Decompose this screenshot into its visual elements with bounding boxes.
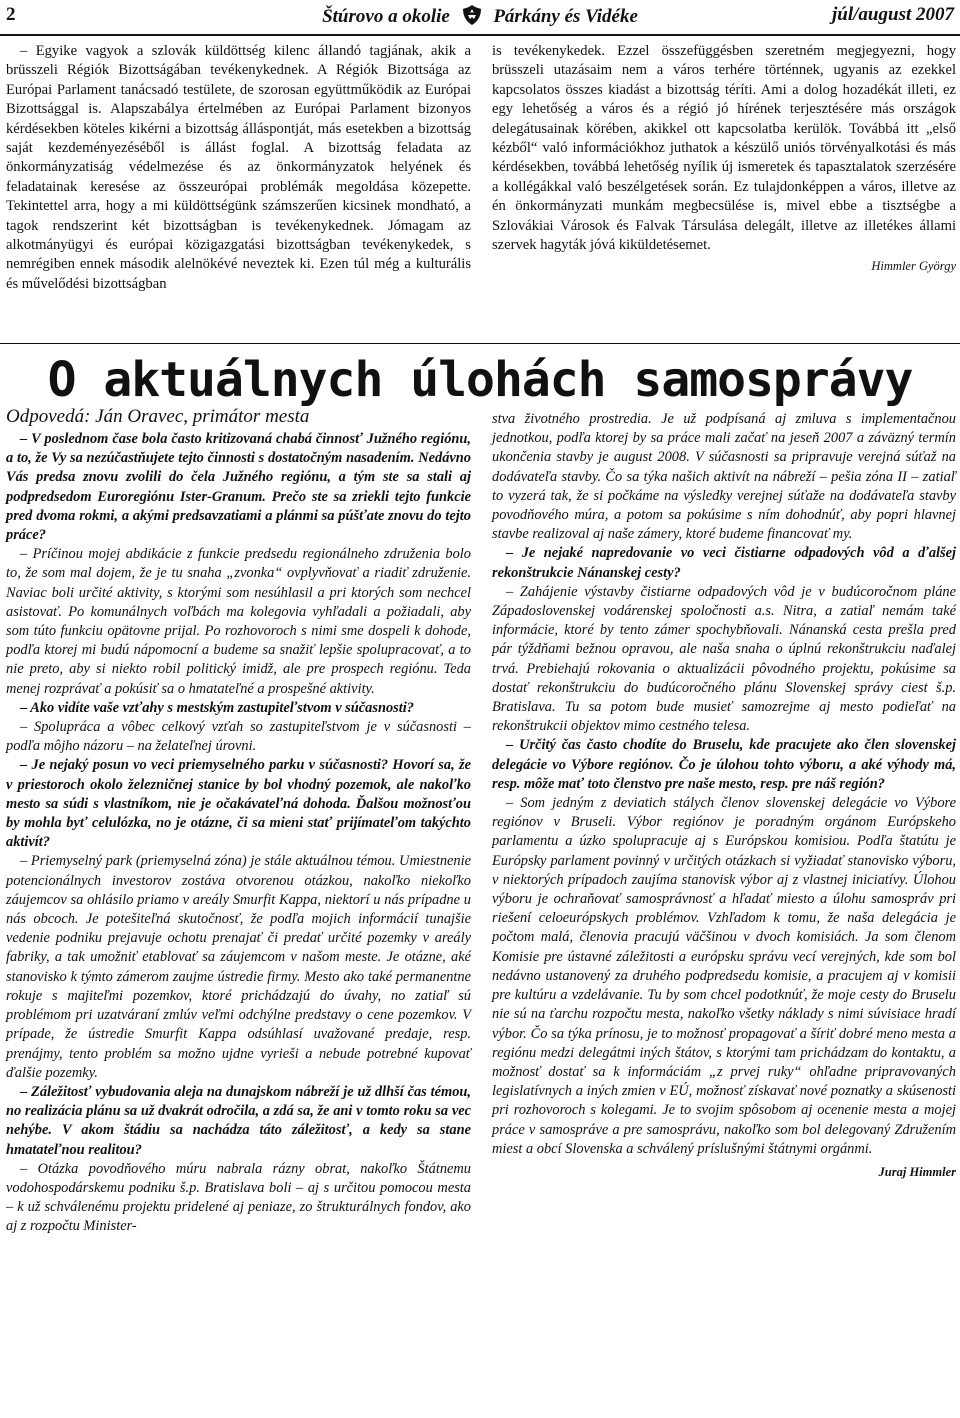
- article-byline: Odpovedá: Ján Oravec, primátor mesta: [6, 406, 310, 427]
- article-column-left: [6, 406, 471, 1237]
- article-left-blocks: [6, 430, 471, 1237]
- interview-question: – V poslednom čase bola často kritizovaná chabá činnosť Južného regiónu, a to, že Vy sa nezúčastňujete tejto činnosti s dostatočným nasadením. Nedávno Vás predsa znovu zvolili do čela Južného regiónu, a tým ste sa stali aj podpredsedom Euroregiónu Ister-Granum. Prečo ste sa zriekli tejto funkcie pred dvoma rokmi, a akými predsavzatiami a plánmi sa púšťate znovu do tejto práce?: [6, 431, 471, 544]
- interview-answer: – Som jedným z deviatich stálych členov slovenskej delegácie vo Výbore regiónov v Bruseli. Výbor regiónov je poradným orgánom Európskeho parlamentu a úzko spolupracuje aj s Európskou komisiou. Podľa štatútu je Európsky parlament povinný v určitých otázkach si vyžiadať stanovisko výboru, v niektorých prípadoch zaujíma stanovisk výbor aj z vlastnej iniciatívy. Úlohou výboru je ochraňovať samosprávnosť a hľadať miesto a úlohu samospráv pri riešení celoeurópskych problémov. Vzhľadom k tomu, že naša delegácia je počtom malá, členovia pracujú väčšinou v dvoch komisiách. Ja som členom Komisie pre ústavné záležitosti a európsku správu vecí verejných, kde som bol nedávno ustanovený za druhého podpredsedu komisie, a pracujem aj v komisii pre kultúru a vzdelávanie. Tu by som chcel podotknúť, že moje cesty do Bruselu nie sú na ťarchu rozpočtu mesta, nakoľko všetky náklady s nimi súvisiace hradí výbor. Čo sa týka prínosu, je to možnosť propagovať a šíriť dobré meno mesta a regiónu medzi delegátmi iných štátov, s ktorými tam prichádzam do kontaktu, a možnosť dostať sa k informáciám „z prvej ruky“ ohľadne pripravovaných legislatívnych a iných zmien v EÚ, možnosť získavať nové poznatky a skúsenosti pri rozhovoroch s kolegami. Je to svojim spôsobom aj ocenenie mesta a mojej práce v samospráve a pre samosprávu, nakoľko som bol delegovaný Združením miest a obcí Slovenska a schválený príslušnými štátnymi orgánmi.: [492, 795, 956, 1157]
- issue-date: júl/august 2007: [832, 4, 954, 25]
- hungarian-column-right: [492, 42, 956, 277]
- page-number: 2: [6, 4, 16, 25]
- hungarian-author-signature: Himmler György: [871, 259, 956, 274]
- interview-answer: – Priemyselný park (priemyselná zóna) je stále aktuálnou témou. Umiestnenie potencionálnych investorov zostáva otvorenou otázkou, nakoľko niekoľko záujemcov sa ohlásilo priamo v areály Smurfit Kappa, niektorí u nás prípadne u nás obcoch. Je potešiteľná skutočnosť, že podľa mojich informácií tunajšie vedenie podniku prejavuje ochotu prenajať či predať určité pozemky v areály fabriky, a tak umožniť etablovať sa záujemcom v našom meste. Je otázne, aké stanovisko k týmto zámerom zaujme ústredie firmy. Mesto ako také permanentne rokuje s majiteľmi pozemkov, ktoré prichádzajú do úvahy, no zatiaľ sú problémom pri uzatváraní zmlúv veľmi odchýlne predstavy o cene pozemkov. V prípade, že ústredie Smurfit Kappa odsúhlasí uvažované predaje, resp. prenájmy, tento problém sa možno ujdne vyrieši a nebude potrebné kupovať ďalšie pozemky.: [6, 853, 471, 1081]
- interview-answer: – Otázka povodňového múru nabrala rázny obrat, nakoľko Štátnemu vodohospodárskemu podniku š.p. Bratislava boli – aj s určitou pomocou mesta – k už schválenému projektu pridelené aj peniaze, zo štrukturálnych fondov, ako aj z rozpočtu Minister-: [6, 1160, 471, 1235]
- hungarian-paragraph: – Egyike vagyok a szlovák küldöttség kilenc állandó tagjának, akik a brüsszeli Régiók Bizottságában tevékenykednek. A Régiók Bizottsága az Európai Parlament tanácsadó testülete, de szorosan együttműködik az Európai Bizottsággal is. Alapszabálya értelmében az Európai Parlament bizonyos kérdésekben köteles kikérni a bizottság álláspontját, más esetekben a bizottság saját kezdeményezéséből is állást foglal. A bizottság feladata az önkormányzatiság védelmezése és az önkormányzatok helyének és feladatainak keresése az összeurópai problémák megoldása közepette. Tekintettel arra, hogy a mi küldöttségünk számszerűen kicsinek mondható, a tagok rendszerint két bizottságban is tevékenykednek. Jómagam az alkotmányügyi és európai közigazgatási bizottságban tevékenykedek, s nemrégiben ennek második alelnökévé neveztek ki. Ezen túl még a kulturális és művelődési bizottságban: [6, 43, 471, 292]
- publication-title: [0, 4, 960, 28]
- article-column-right: [492, 410, 956, 1182]
- hungarian-column-left: [6, 42, 471, 294]
- interview-question: – Záležitosť vybudovania aleja na dunajskom nábreží je už dlhší čas témou, no realizácia plánu sa už dvakrát odročila, a zdá sa, že ani v tomto roku sa vec nehýbe. V akom štádiu sa nachádza táto záležitosť, a kedy sa stane hmatateľnou realitou?: [6, 1083, 471, 1158]
- hungarian-paragraph-continued: is tevékenykedek. Ezzel összefüggésben szeretném megjegyezni, hogy brüsszeli utazásaim nem a város terhére történnek, ugyanis az ezekkel kapcsolatos összes kiadást a bizottság téríti. Ami a dolog hozadékát illeti, ez egy lehetőség a város és a régió jó hírének terjesztésére más országok delegátusainak körében, akikkel ott kapcsolatba kerülök. Továbbá itt „első kézből“ való információkhoz juthatok a készülő uniós törvényalkotási és más kérdésekben, továbbá lehetőség nyílik új ismeretek és tapasztalatok szerzésére a kollégákkal való beszélgetések során. Ez tulajdonképpen a város, illetve az én önkormányzati munkám megbecsülése is, mivel ebbe a tisztségbe a Szlovákiai Városok és Falvak Társulása delegált, illetve az illetékes állami szervek hagyták jóvá kiküldetésemet.: [492, 43, 956, 254]
- section-divider: [0, 343, 960, 344]
- page-header: [0, 0, 960, 34]
- publication-name-alt: Párkány és Vidéke: [493, 6, 638, 27]
- interview-question: – Je nejaké napredovanie vo veci čistiarne odpadových vôd a ďalšej rekonštrukcie Nánanskej cesty?: [492, 545, 956, 581]
- interview-question: – Ako vidíte vaše vzťahy s mestským zastupiteľstvom v súčasnosti?: [20, 699, 414, 716]
- interview-answer: – Zahájenie výstavby čistiarne odpadových vôd je v budúcoročnom pláne Západoslovenskej vodárenskej spoločnosti a.s. Nitra, a zatiaľ nemám také informácie, ktoré by tento zámer spochybňovali. Nánanská cesta prešla pred pár týždňami bežnou opravou, ale naša snaha o úplnú rekonštrukciu naďalej trvá. Prebiehajú rokovania o aktualizácii pôvodného projektu, pokúsime sa dostať rekonštrukciu do budúcoročného plánu Slovenskej správy ciest š.p. Bratislava. Tu sa potom bude musieť samozrejme aj mesto podieľať na rekonštrukcii objektov mimo cestného telesa.: [492, 583, 956, 735]
- town-crest-icon: [461, 4, 483, 26]
- interview-answer: – Spolupráca a vôbec celkový vzťah so zastupiteľstvom je v súčasnosti – podľa môjho názoru – na želateľnej úrovni.: [6, 719, 471, 755]
- interview-answer: – Príčinou mojej abdikácie z funkcie predsedu regionálneho združenia bolo to, že som mal dojem, že je tu snaha „zvonka“ ovplyvňovať a riadiť združenie. Naviac boli určité aktivity, s ktorými som nesúhlasil a pri ktorých som nechcel asistovať. Po komunálnych voľbách ma kolegovia vyhľadali a požiadali, aby som túto funkciu opätovne prijal. Po rozhovoroch s nimi sme dospeli k dohode, podľa ktorej mi budú nápomocní a budeme sa snažiť lepšie spolupracovať, a to nie preto, aby si niekto robil politický imidž, ale pre prospech regiónu. Teda menej rozprávať a pokúsiť sa o hmatateľné a prospešné aktivity.: [6, 546, 471, 697]
- interview-answer: stva životného prostredia. Je už podpísaná aj zmluva s implementačnou jednotkou, podľa ktorej by sa práce mali začať na jeseň 2007 a záväzný termín ukončenia stavby je august 2008. V súčasnosti sa pripravuje verejná súťaž na dodávateľa stavby. Čo sa týka našich aktivít na nábreží – pešia zóna II – zatiaľ to vyzerá tak, že si počkáme na výsledky verejnej súťaže na dodávateľa stavby povodňového múra, a potom sa pokúsime s ním dohodnúť, aby popri hlavnej stavbe realizoval aj naše zámery, ktoré budeme financovať my.: [492, 411, 956, 543]
- header-rule: [0, 34, 960, 36]
- interview-question: – Je nejaký posun vo veci priemyselného parku v súčasnosti? Hovorí sa, že v priestoroch okolo železničnej stanice by bol vhodný pozemok, ale nakoľko mesto sa súdi s vlastníkom, nie je očakávateľná dohoda. Ďalšou možnosťou by mohla byť celulózka, no je otázne, či sa mieni stať prijímateľom takýchto aktivít?: [6, 757, 471, 851]
- article-author-signature: Juraj Himmler: [878, 1164, 956, 1179]
- publication-name: Štúrovo a okolie: [322, 6, 450, 27]
- article-right-blocks: [492, 410, 956, 1159]
- interview-question: – Určitý čas často chodíte do Bruselu, kde pracujete ako člen slovenskej delegácie vo Výbore regiónov. Čo je úlohou tohto výboru, a aké výhody má, resp. môže mať toto členstvo pre naše mesto, resp. pre náš región?: [492, 737, 956, 792]
- article-headline: O aktuálnych úlohách samosprávy: [47, 352, 913, 408]
